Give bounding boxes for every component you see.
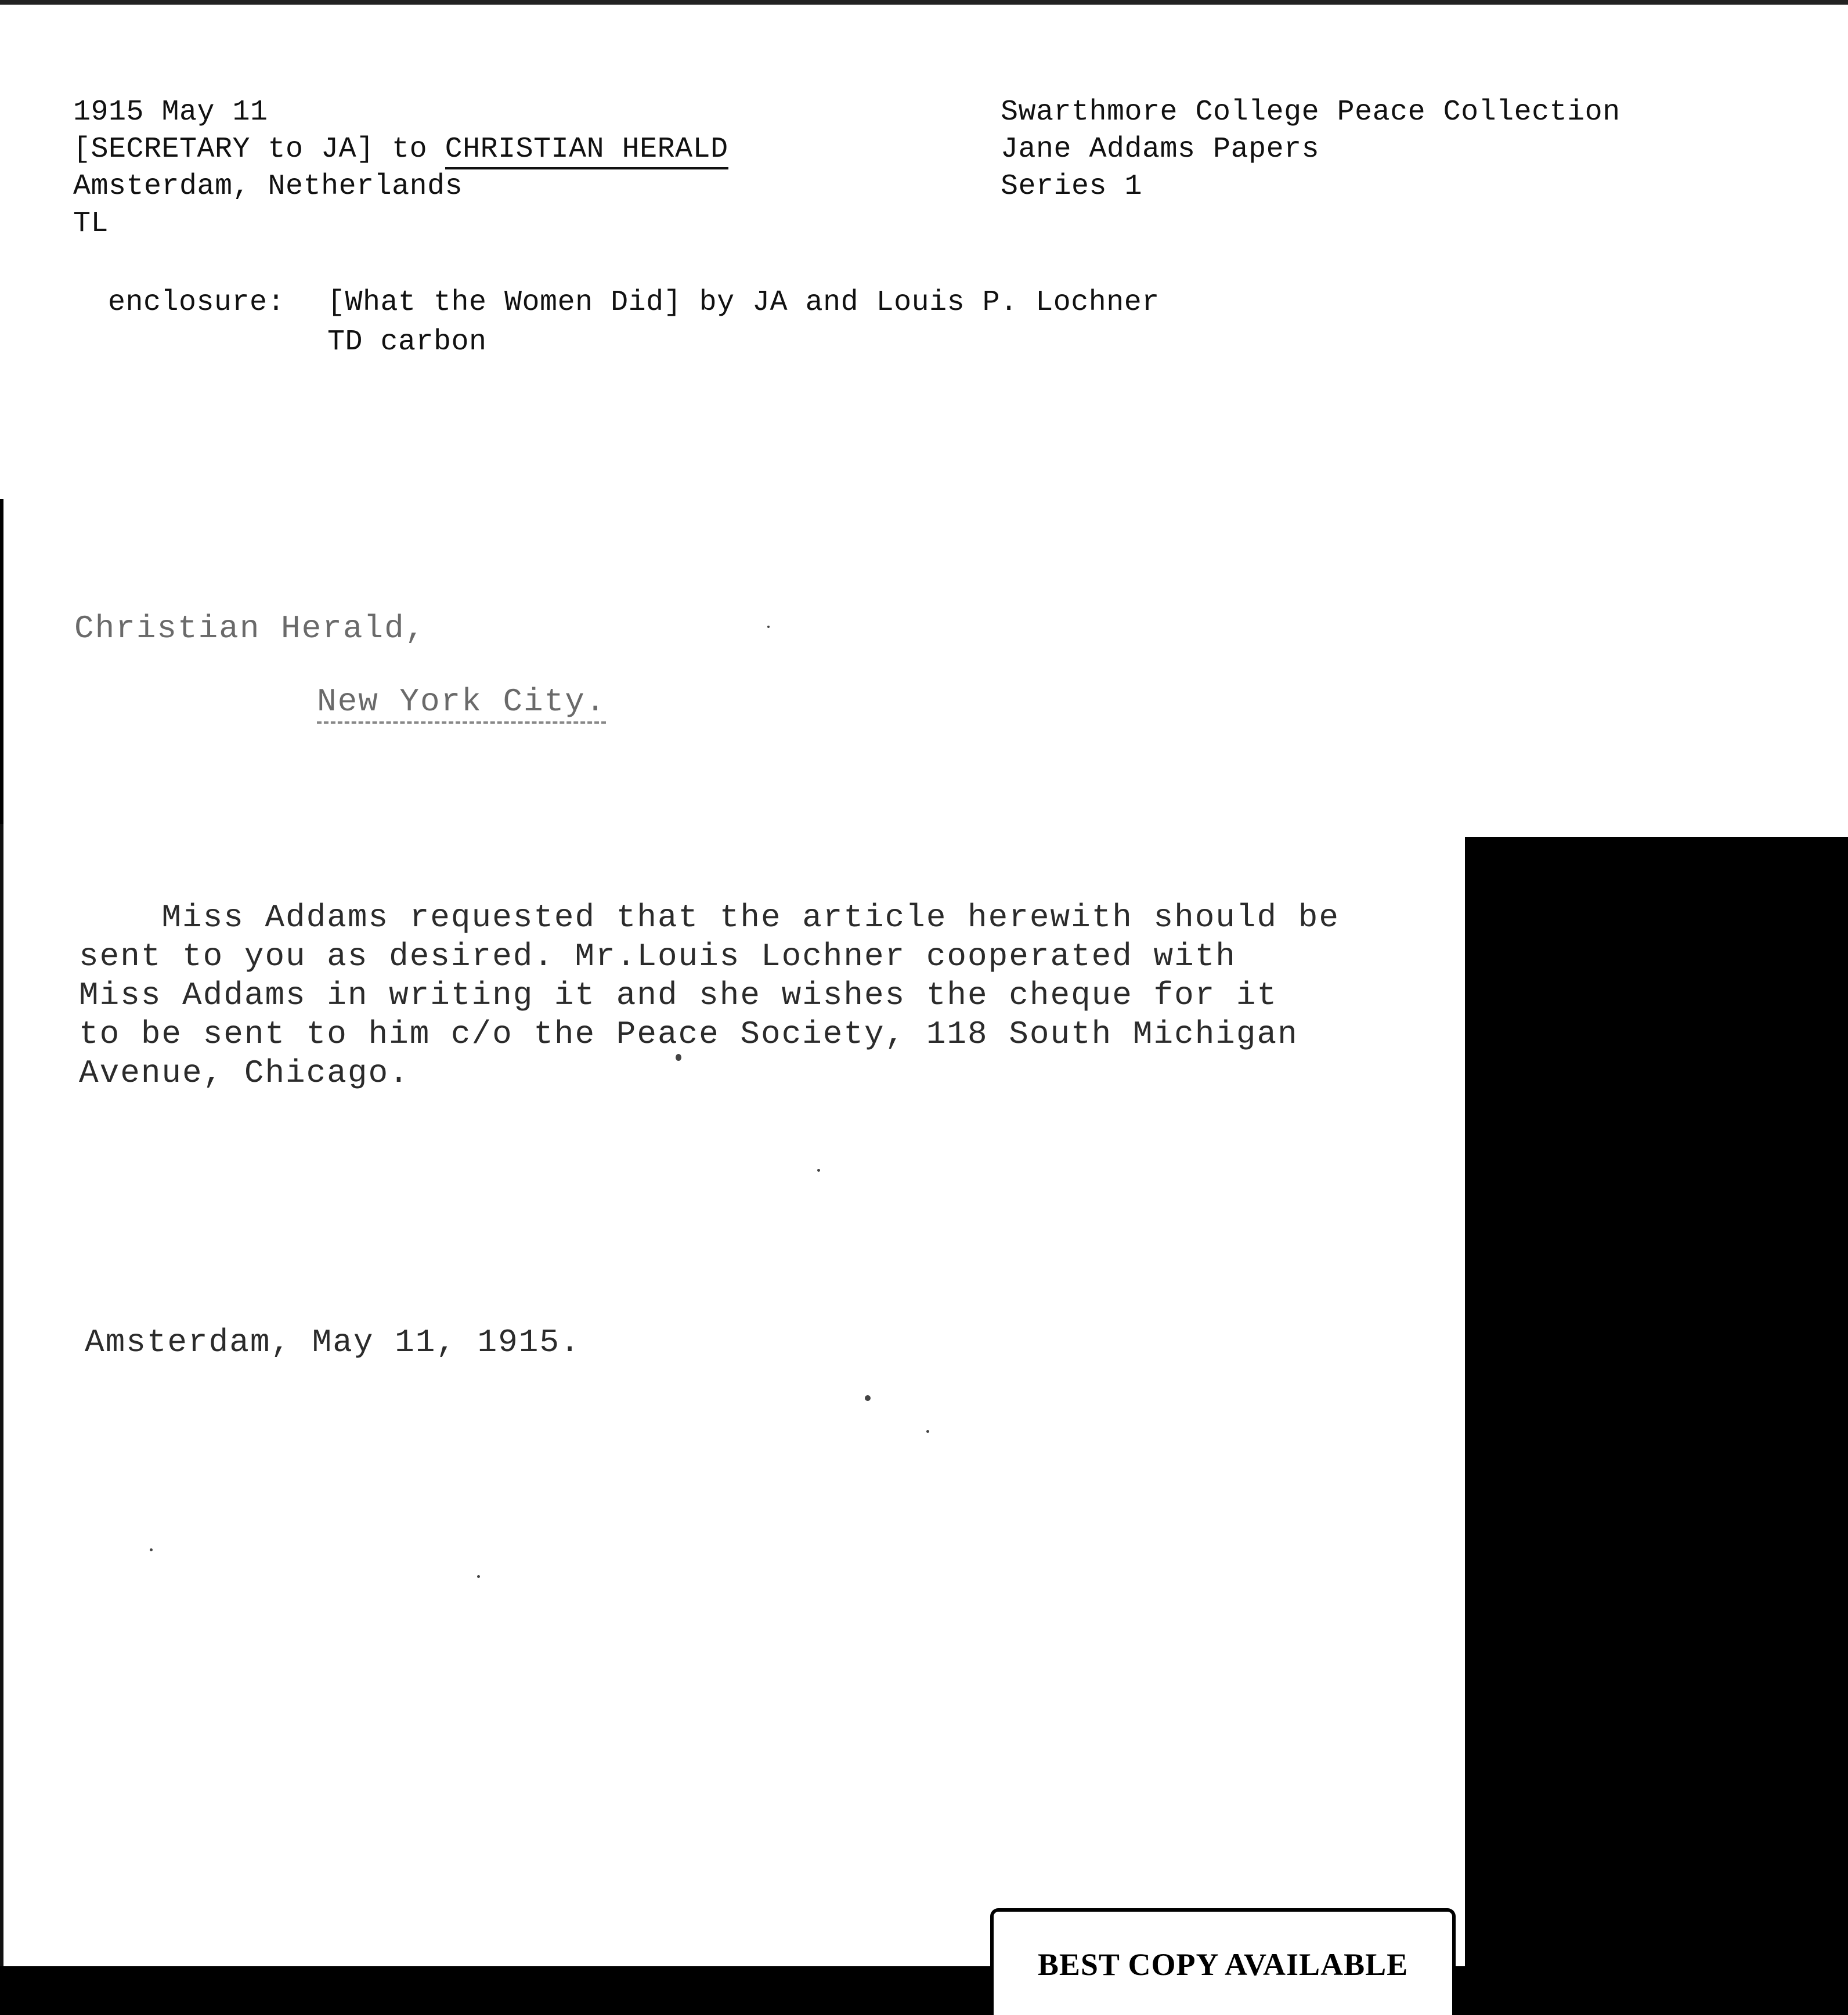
- speck: [676, 1054, 681, 1061]
- letter-body-line-3: Miss Addams in writing it and she wishes the cheque for it: [79, 977, 1278, 1014]
- letter-body-line-2: sent to you as desired. Mr.Louis Lochner cooperated with: [79, 938, 1236, 975]
- speck: [767, 626, 770, 628]
- letter-recipient: Christian Herald,: [74, 610, 426, 647]
- header-recipient: CHRISTIAN HERALD: [445, 133, 728, 169]
- header-doc-type: TL: [73, 207, 109, 240]
- letter-body-line-1: Miss Addams requested that the article herewith should be: [161, 899, 1340, 936]
- header-place: Amsterdam, Netherlands: [73, 170, 463, 203]
- enclosure-label: enclosure:: [108, 286, 286, 319]
- scan-black-region: [1465, 837, 1848, 2015]
- scan-edge-left-upper: [0, 499, 3, 824]
- letter-dateline: Amsterdam, May 11, 1915.: [85, 1324, 581, 1361]
- enclosure-type: TD carbon: [327, 326, 487, 359]
- speck: [150, 1548, 153, 1551]
- letter-city-text: New York City.: [317, 683, 606, 724]
- best-copy-stamp: [990, 1908, 1456, 2015]
- best-copy-stamp-text: BEST COPY AVAILABLE: [1037, 1947, 1409, 1982]
- header-date: 1915 May 11: [73, 96, 268, 129]
- collection-name: Swarthmore College Peace Collection: [1001, 96, 1620, 129]
- scan-black-bottom: [0, 1966, 1848, 2015]
- series-name: Series 1: [1001, 170, 1143, 203]
- papers-name: Jane Addams Papers: [1001, 133, 1320, 166]
- speck: [477, 1575, 480, 1578]
- letter-body-line-4: to be sent to him c/o the Peace Society, 118 South Michigan: [79, 1016, 1298, 1053]
- top-border: [0, 0, 1848, 5]
- enclosure-title: [What the Women Did] by JA and Louis P. Lochner: [327, 286, 1160, 319]
- speck: [926, 1430, 929, 1433]
- speck: [865, 1395, 871, 1401]
- speck: [817, 1169, 820, 1172]
- header-sender: [SECRETARY to JA] to: [73, 133, 445, 166]
- letter-body-line-5: Avenue, Chicago.: [79, 1055, 410, 1092]
- scan-edge-left-lower: [0, 824, 3, 1985]
- header-correspondents: [73, 131, 728, 168]
- letter-city: [317, 682, 606, 721]
